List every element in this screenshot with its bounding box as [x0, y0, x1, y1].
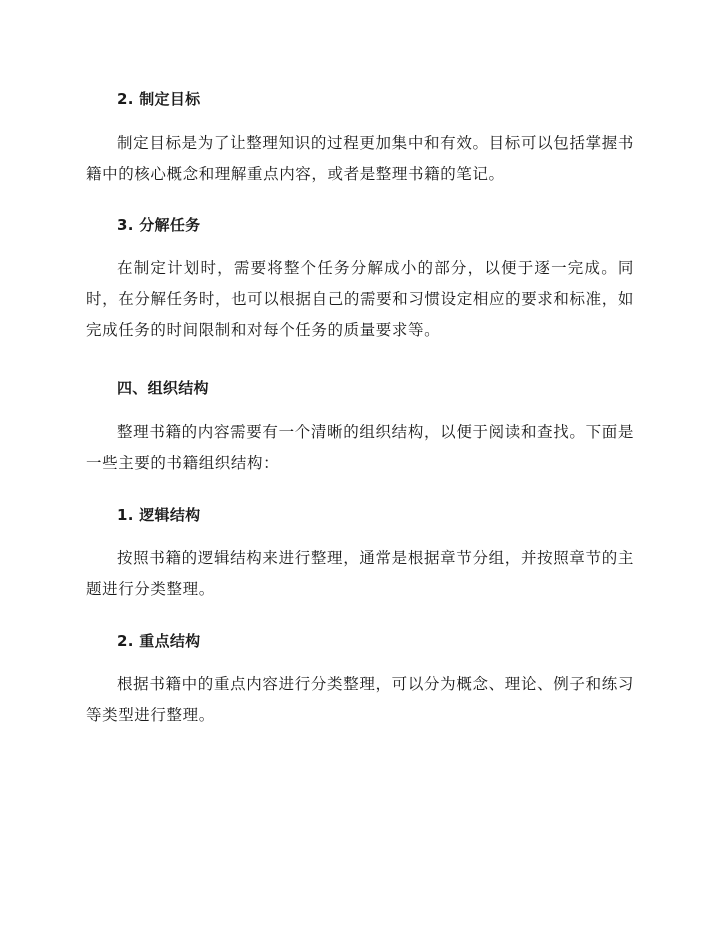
section-heading-logical-structure: 1. 逻辑结构	[117, 506, 201, 524]
section-heading-set-goals: 2. 制定目标	[117, 90, 201, 108]
section-heading-organization-structure: 四、组织结构	[117, 379, 209, 397]
section-heading-break-down-tasks: 3. 分解任务	[117, 216, 201, 234]
paragraph-key-structure: 根据书籍中的重点内容进行分类整理，可以分为概念、理论、例子和练习等类型进行整理。	[86, 675, 634, 724]
paragraph-organization-structure: 整理书籍的内容需要有一个清晰的组织结构，以便于阅读和查找。下面是一些主要的书籍组织结构：	[86, 423, 634, 472]
paragraph-break-down-tasks: 在制定计划时，需要将整个任务分解成小的部分，以便于逐一完成。同时，在分解任务时，也可以根据自己的需要和习惯设定相应的要求和标准，如完成任务的时间限制和对每个任务的质量要求等。	[86, 259, 634, 339]
paragraph-logical-structure: 按照书籍的逻辑结构来进行整理，通常是根据章节分组，并按照章节的主题进行分类整理。	[86, 549, 634, 598]
paragraph-set-goals: 制定目标是为了让整理知识的过程更加集中和有效。目标可以包括掌握书籍中的核心概念和理解重点内容，或者是整理书籍的笔记。	[86, 134, 634, 183]
section-heading-key-structure: 2. 重点结构	[117, 632, 201, 650]
